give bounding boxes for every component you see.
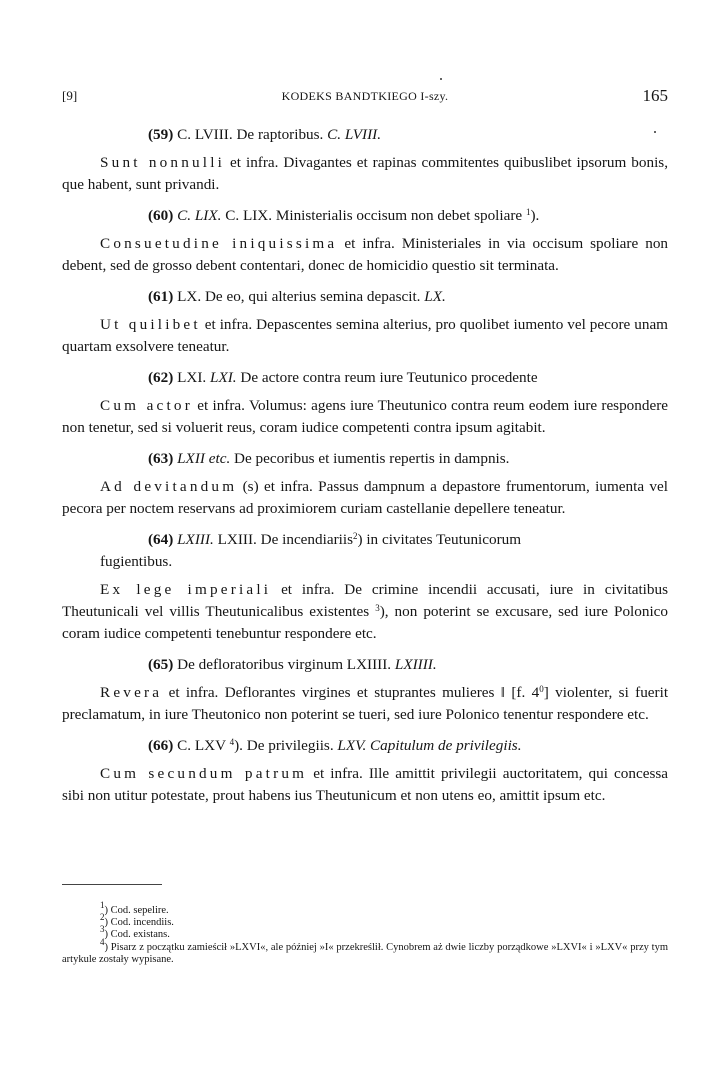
incipit: Consuetudine iniquissima xyxy=(100,235,338,252)
article-text: Cum secundum patrum et infra. Ille amittit privilegii auctoritatem, qui concessa sibi non utitur potestate, prout habens ius Theutunicum et non utens eo, amittit ipsum etc. xyxy=(62,765,669,804)
incipit: Sunt nonnulli xyxy=(100,154,226,171)
incipit: Cum secundum patrum xyxy=(100,765,308,782)
article-heading: (62) LXI. LXI. De actore contra reum iure Teutunico procedente xyxy=(148,369,538,386)
article-text: Ad devitandum (s) et infra. Passus dampnum a depastore frumentorum, iumenta vel pecora per noctem reservans ad proximiorem curiam castellanie depellere teneatur. xyxy=(62,478,668,517)
footnote-ref: 3 xyxy=(375,603,380,613)
running-header xyxy=(62,88,668,108)
footnote: $^4$) Pisarz z początku zamieścił »LXVI«, ale później »I« przekreślił. Cynobrem aż dwie liczby porządkowe »LXVI« i »LXV« przy tym artykule zostały wypisane. xyxy=(62,936,668,965)
article-text: Consuetudine iniquissima et infra. Ministeriales in via occisum spoliare non debent, sed de grosso debent contentari, donec de homicidio questio sit terminata. xyxy=(62,235,669,274)
article-heading: (59) C. LVIII. De raptoribus. C. LVIII. xyxy=(148,126,381,143)
incipit: Cum actor xyxy=(100,397,193,414)
incipit: Ex lege imperiali xyxy=(100,581,272,598)
section-marker: [9] xyxy=(62,88,78,103)
footnote-ref: 2 xyxy=(352,531,358,541)
incipit: Ut quilibet xyxy=(100,316,201,333)
footnote: $^3$) Cod. existans. xyxy=(100,924,170,941)
article-text: Ex lege imperiali et infra. De crimine incendii accusati, iure in civitatibus Theutunicali vel villis Theutunicalibus existentes $^3$), non poterint se excusare, sed iure Polonico coram iudice competenti tenebuntur respondere etc. xyxy=(62,581,669,642)
page-number: 165 xyxy=(642,86,668,105)
article-heading: (63) LXII etc. De pecoribus et iumentis repertis in dampnis. xyxy=(148,450,510,467)
article-heading-continued: fugientibus. xyxy=(100,553,173,570)
folio-mark: 4 xyxy=(531,684,540,701)
article-heading: (65) De defloratoribus virginum LXIIII. LXIIII. xyxy=(148,656,437,673)
footnotes xyxy=(62,900,668,966)
article-text: Revera et infra. Deflorantes virgines et stuprantes mulieres ‖ [f. $4^0$] violenter, si fuerit preclamatum, in iure Theutonico non poterint se tueri, sed iure Polonico tenentur respondere etc. xyxy=(62,684,669,723)
incipit: Revera xyxy=(100,684,163,701)
article-heading: (61) LX. De eo, qui alterius semina depascit. LX. xyxy=(148,288,446,305)
main-text xyxy=(62,124,668,816)
article-heading: (64) LXIII. LXIII. De incendiariis$^2$) in civitates Teutunicorum xyxy=(148,531,522,548)
article-heading: (60) C. LIX. C. LIX. Ministerialis occisum non debet spoliare $^1$). xyxy=(148,207,540,224)
article-text: Ut quilibet et infra. Depascentes semina alterius, pro quolibet iumento vel pecore unam quartam exsolvere teneatur. xyxy=(62,316,668,355)
article-text: Cum actor et infra. Volumus: agens iure Theutunico contra reum eodem iure respondere non tenetur, sed si voluerit reus, coram iudice competenti contra ipsum agitabit. xyxy=(62,397,669,436)
footnote-ref: 1 xyxy=(525,207,531,217)
incipit: Ad devitandum xyxy=(100,478,238,495)
footnote: $^1$) Cod. sepelire. xyxy=(100,900,169,916)
footnote-rule xyxy=(62,884,162,885)
running-title: KODEKS BANDTKIEGO I-szy. xyxy=(281,89,449,103)
article-heading: (66) C. LXV $^4$). De privilegiis. LXV. Capitulum de privilegiis. xyxy=(148,737,522,754)
article-text: Sunt nonnulli et infra. Divagantes et rapinas commitentes quibuslibet ipsorum bonis, que habent, sunt privandi. xyxy=(62,154,668,193)
footnote: $^2$) Cod. incendiis. xyxy=(100,912,174,929)
scan-speck xyxy=(440,78,442,80)
footnote-ref: 4 xyxy=(229,737,235,747)
